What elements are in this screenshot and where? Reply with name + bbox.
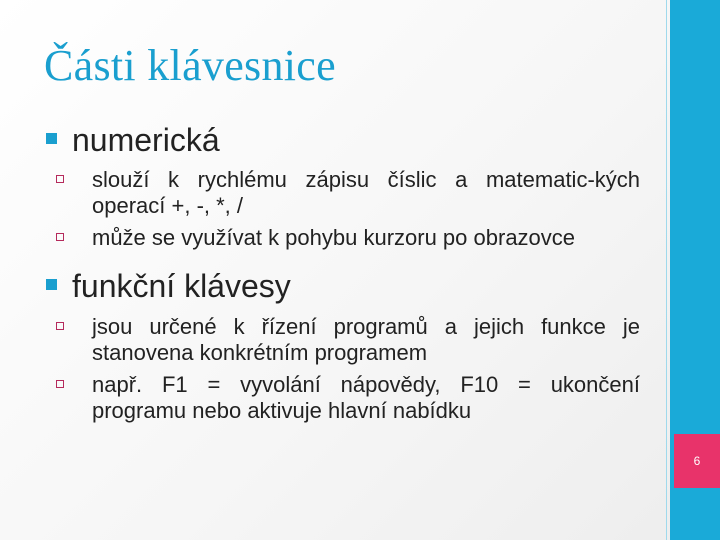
section-heading: numerická [72, 122, 220, 158]
sub-bullet-text: slouží k rychlému zápisu číslic a matematic-kých operací +, -, *, / [92, 167, 640, 218]
hollow-square-bullet-icon [56, 175, 64, 183]
page-number-badge: 6 [674, 434, 720, 488]
sub-bullet [56, 372, 640, 424]
sub-bullet [56, 225, 640, 251]
slide-content [46, 120, 640, 424]
slide-title: Části klávesnice [44, 41, 336, 90]
bullet-numericka [46, 120, 636, 160]
sub-bullet [56, 314, 640, 366]
hollow-square-bullet-icon [56, 380, 64, 388]
sub-bullet-text: např. F1 = vyvolání nápovědy, F10 = ukončení programu nebo aktivuje hlavní nabídku [92, 372, 640, 423]
sub-bullet-text: jsou určené k řízení programů a jejich funkce je stanovena konkrétním programem [92, 314, 640, 365]
sub-bullet [56, 167, 640, 219]
bullet-funkcni-klavesy [46, 266, 636, 306]
square-bullet-icon [46, 133, 57, 144]
section-heading: funkční klávesy [72, 268, 291, 304]
sub-bullet-text: může se využívat k pohybu kurzoru po obrazovce [92, 225, 576, 250]
sidebar-divider [666, 0, 667, 540]
square-bullet-icon [46, 279, 57, 290]
hollow-square-bullet-icon [56, 322, 64, 330]
hollow-square-bullet-icon [56, 233, 64, 241]
